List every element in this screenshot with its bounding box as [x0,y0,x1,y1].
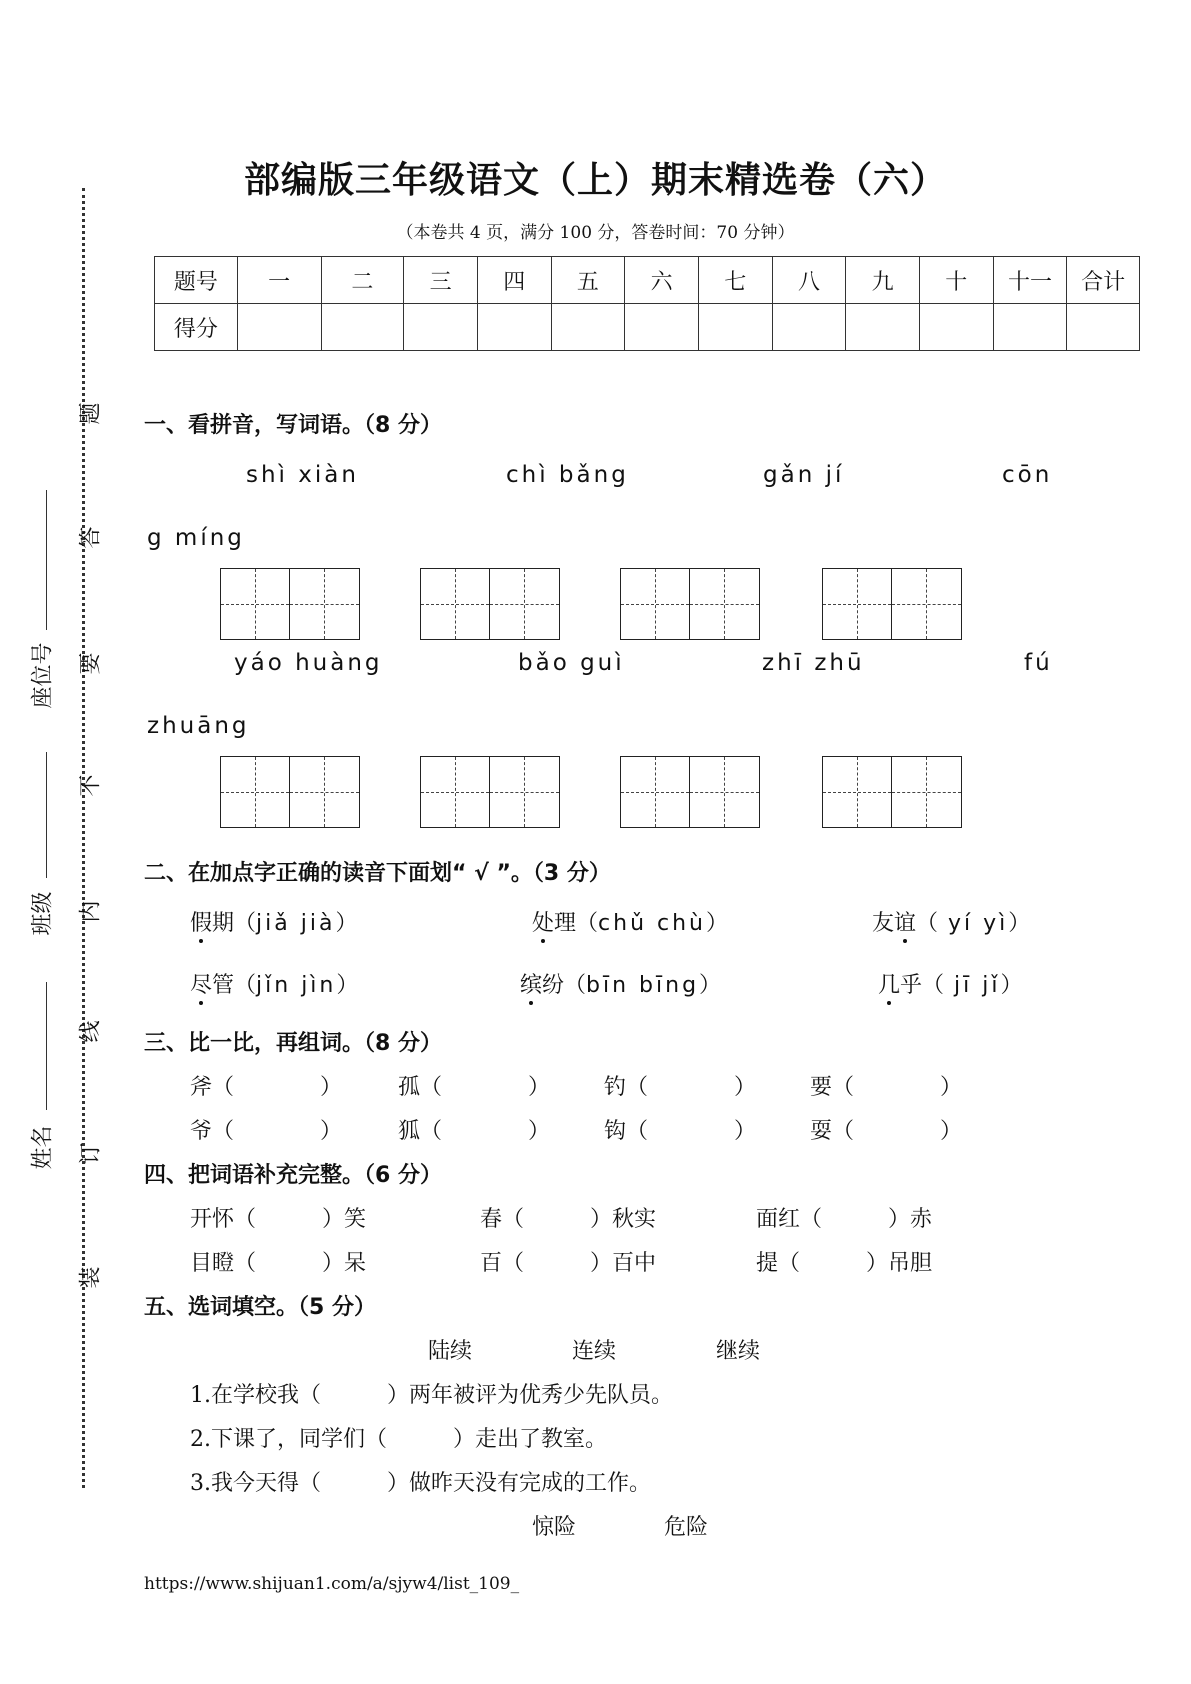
score-header-cell: 十一 [993,257,1067,304]
score-header-cell: 合计 [1067,257,1140,304]
bracket-close: ） [320,1119,343,1144]
seat-number-line[interactable] [46,490,47,630]
score-header-cell: 四 [477,257,551,304]
dotted-char: 假 [190,906,212,937]
item-suffix: 理（ [554,911,599,936]
score-input-cell[interactable] [772,304,846,351]
section2-heading: 二、在加点字正确的读音下面划“ √ ”。（3 分） [144,861,611,886]
pinyin-word: cōn [1002,462,1053,488]
pinyin-options: jiǎ jià [256,911,336,936]
sentence-start: 1.在学校我（ [190,1383,321,1408]
score-input-cell[interactable] [1067,304,1140,351]
margin-warning-char: 装 [78,1266,104,1289]
sentence-end: ）做昨天没有完成的工作。 [387,1471,652,1496]
score-input-cell[interactable] [625,304,699,351]
bracket-close: ） [528,1075,551,1100]
idiom-item[interactable] [480,1246,656,1277]
sentence-end: ）两年被评为优秀少先队员。 [387,1383,674,1408]
idiom-item[interactable] [756,1202,932,1233]
score-row-label: 得分 [155,304,238,351]
score-input-cell[interactable] [993,304,1067,351]
pinyin-options: yí yì [938,911,1009,936]
word-option: 危险 [664,1515,709,1540]
item-close: ） [1008,911,1031,936]
writing-grid[interactable] [822,568,962,640]
idiom-end: ）呆 [322,1251,367,1276]
section3-heading: 三、比一比，再组词。（8 分） [144,1031,442,1056]
pinyin-word: chì bǎng [506,462,629,488]
item-suffix: 期（ [212,911,257,936]
item-suffix: 管（ [212,973,257,998]
writing-grid[interactable] [620,756,760,828]
pinyin-options: chǔ chù [598,911,706,936]
section1-heading: 一、看拼音，写词语。（8 分） [144,413,442,438]
score-table [154,256,1140,351]
seat-number-label: 座位号 [30,642,56,709]
pinyin-word: bǎo guì [518,650,625,676]
score-header-cell: 三 [404,257,478,304]
score-input-cell[interactable] [846,304,920,351]
dotted-char: 处 [532,906,554,937]
compare-char: 钩（ [604,1119,649,1144]
idiom-end: ）百中 [590,1251,657,1276]
margin-warning-char: 要 [78,652,104,675]
compare-char: 耍（ [810,1119,855,1144]
compare-char: 斧（ [190,1075,235,1100]
compare-char: 爷（ [190,1119,235,1144]
item-suffix: （ [916,911,939,936]
idiom-start: 提（ [756,1251,801,1276]
bracket-close: ） [320,1075,343,1100]
margin-warning-char: 答 [78,526,104,549]
margin-warning-char: 题 [78,402,104,425]
item-close: ） [1000,973,1023,998]
compare-char: 钓（ [604,1075,649,1100]
pronunciation-item[interactable] [878,968,1022,999]
score-input-cell[interactable] [321,304,404,351]
item-prefix: 友 [872,911,895,936]
score-table-score-row [155,304,1140,351]
dotted-char: 尽 [190,968,212,999]
section4-heading: 四、把词语补充完整。（6 分） [144,1163,442,1188]
compare-char: 要（ [810,1075,855,1100]
pinyin-word: gǎn jí [763,462,845,488]
bracket-close: ） [734,1119,757,1144]
pinyin-word: fú [1024,650,1053,676]
score-input-cell[interactable] [919,304,993,351]
dotted-char: 几 [878,968,900,999]
pinyin-options: jǐn jìn [256,973,337,998]
pinyin-word: zhī zhū [762,650,865,676]
idiom-item[interactable] [756,1246,932,1277]
compare-item[interactable] [398,1070,550,1101]
bracket-close: ） [528,1119,551,1144]
word-option: 继续 [716,1339,761,1364]
pinyin-word: shì xiàn [246,462,359,488]
page-title: 部编版三年级语文（上）期末精选卷（六） [243,159,947,201]
writing-grid[interactable] [620,568,760,640]
writing-grid[interactable] [420,756,560,828]
score-input-cell[interactable] [477,304,551,351]
margin-warning-char: 线 [78,1020,104,1043]
pronunciation-item[interactable] [532,906,728,937]
pronunciation-item[interactable] [872,906,1030,937]
idiom-start: 开怀（ [190,1207,257,1232]
fill-sentence[interactable] [190,1378,673,1409]
class-label: 班级 [30,891,56,936]
score-header-cell: 一 [237,257,321,304]
idiom-start: 春（ [480,1207,525,1232]
compare-item[interactable] [604,1114,756,1145]
binding-dotted-line [82,188,85,1488]
word-option: 连续 [572,1339,617,1364]
bracket-close: ） [940,1119,963,1144]
sentence-end: ）走出了教室。 [453,1427,608,1452]
compare-item[interactable] [810,1070,962,1101]
compare-item[interactable] [604,1070,756,1101]
writing-grid[interactable] [420,568,560,640]
compare-item[interactable] [190,1070,342,1101]
score-header-cell: 二 [321,257,404,304]
idiom-start: 面红（ [756,1207,823,1232]
score-header-cell: 八 [772,257,846,304]
score-input-cell[interactable] [404,304,478,351]
item-close: ） [336,973,359,998]
idiom-end: ）秋实 [590,1207,657,1232]
score-header-cell: 七 [698,257,772,304]
compare-item[interactable] [398,1114,550,1145]
name-label: 姓名 [30,1125,56,1170]
fill-sentence[interactable] [190,1466,651,1497]
score-header-cell: 九 [846,257,920,304]
margin-warning-char: 订 [78,1142,104,1165]
pronunciation-item[interactable] [190,968,358,999]
idiom-item[interactable] [480,1202,656,1233]
pinyin-word: g míng [147,525,245,551]
page-subtitle: （本卷共 4 页，满分 100 分，答卷时间：70 分钟） [396,223,795,243]
compare-item[interactable] [810,1114,962,1145]
pinyin-word: yáo huàng [234,650,383,676]
score-header-cell: 六 [625,257,699,304]
score-header-cell: 五 [551,257,625,304]
dotted-char: 谊 [894,906,916,937]
writing-grid[interactable] [220,568,360,640]
pronunciation-item[interactable] [190,906,357,937]
score-input-cell[interactable] [237,304,321,351]
sentence-start: 2.下课了，同学们（ [190,1427,387,1452]
item-close: ） [699,973,722,998]
idiom-end: ）笑 [322,1207,367,1232]
bracket-close: ） [940,1075,963,1100]
compare-item[interactable] [190,1114,342,1145]
idiom-end: ）赤 [888,1207,933,1232]
score-input-cell[interactable] [698,304,772,351]
word-option: 惊险 [532,1515,577,1540]
class-line[interactable] [46,752,47,878]
pinyin-word: zhuāng [147,713,250,739]
writing-grid[interactable] [822,756,962,828]
bracket-close: ） [734,1075,757,1100]
pronunciation-item[interactable] [520,968,721,999]
margin-warning-char: 内 [78,900,104,923]
item-close: ） [706,911,729,936]
item-suffix: 纷（ [542,973,587,998]
item-close: ） [335,911,358,936]
writing-grid[interactable] [220,756,360,828]
compare-char: 狐（ [398,1119,443,1144]
score-input-cell[interactable] [551,304,625,351]
idiom-item[interactable] [190,1246,366,1277]
idiom-end: ）吊胆 [866,1251,933,1276]
score-table-header-row [155,257,1140,304]
compare-char: 孤（ [398,1075,443,1100]
margin-warning-char: 不 [78,774,104,797]
name-line[interactable] [46,982,47,1110]
score-header-cell: 十 [919,257,993,304]
idiom-start: 目瞪（ [190,1251,257,1276]
word-option: 陆续 [428,1339,473,1364]
pinyin-options: jī jǐ [944,973,1001,998]
idiom-item[interactable] [190,1202,366,1233]
sentence-start: 3.我今天得（ [190,1471,321,1496]
footer-url[interactable]: https://www.shijuan1.com/a/sjyw4/list_109_ [144,1574,520,1594]
fill-sentence[interactable] [190,1422,607,1453]
section5-heading: 五、选词填空。（5 分） [144,1295,376,1320]
score-header-cell: 题号 [155,257,238,304]
item-suffix: 乎（ [900,973,945,998]
pinyin-options: bīn bīng [586,973,700,998]
idiom-start: 百（ [480,1251,525,1276]
dotted-char: 缤 [520,968,542,999]
